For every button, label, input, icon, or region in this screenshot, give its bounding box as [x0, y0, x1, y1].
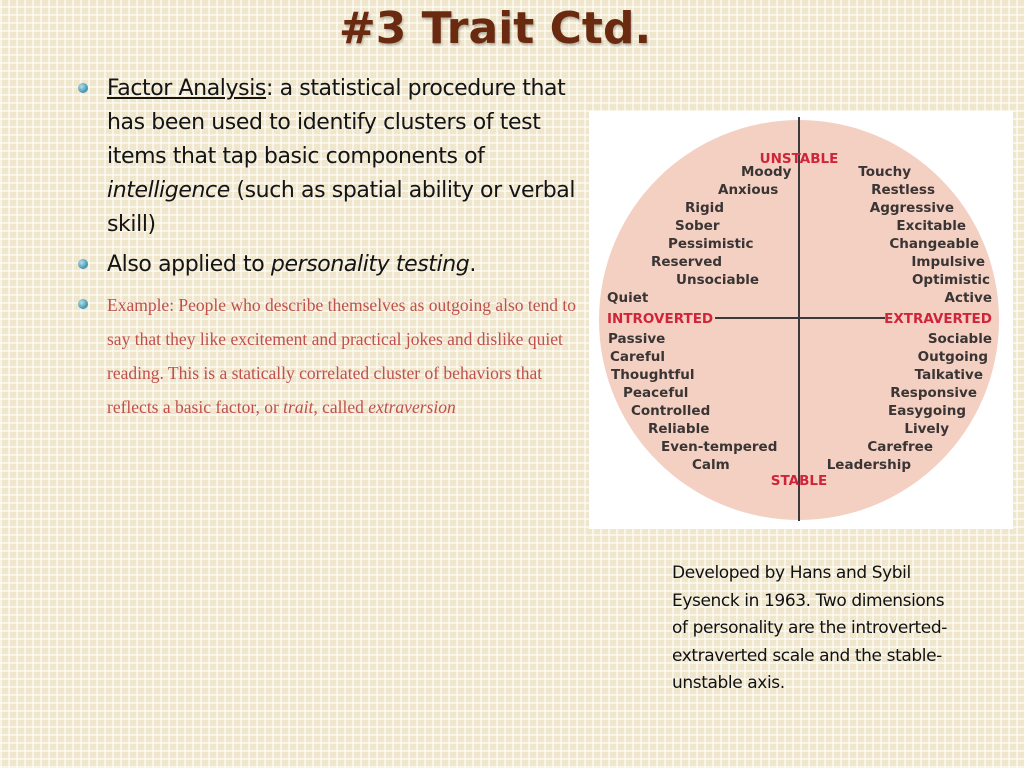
trait-label: Responsive — [890, 385, 977, 401]
trait-label: Moody — [741, 164, 792, 180]
bullet-list — [76, 72, 576, 430]
trait-label: Calm — [692, 457, 730, 473]
trait-label: Carefree — [867, 439, 933, 455]
term-colon: : — [265, 76, 273, 101]
bullet-dot-icon — [78, 83, 88, 93]
trait-label: Rigid — [685, 200, 724, 216]
emphasis-personality-testing: personality testing — [270, 252, 470, 277]
emphasis-intelligence: intelligence — [107, 178, 230, 203]
trait-label: Impulsive — [911, 254, 985, 270]
trait-label: Careful — [610, 349, 665, 365]
axis-label-unstable: UNSTABLE — [759, 151, 839, 167]
bullet-text-tail: (such as spatial ability or verbal skill) — [107, 178, 576, 237]
bullet-text: Also applied to — [107, 252, 271, 277]
trait-label: Quiet — [607, 290, 649, 306]
emphasis-extraversion: extraversion — [368, 397, 456, 417]
trait-label: Easygoing — [887, 403, 966, 419]
trait-label: Even-tempered — [661, 439, 778, 455]
trait-label: Active — [944, 290, 992, 306]
trait-label: Optimistic — [911, 272, 990, 288]
bullet-example — [76, 288, 576, 424]
trait-label: Thoughtful — [611, 367, 695, 383]
bullet-text-mid: , called — [313, 397, 369, 417]
trait-label: Changeable — [889, 236, 979, 252]
trait-label: Sociable — [927, 331, 992, 347]
term-factor-analysis: Factor Analysis — [107, 76, 266, 101]
bullet-dot-icon — [78, 259, 88, 269]
diagram-svg — [589, 111, 1013, 529]
trait-label: Outgoing — [917, 349, 988, 365]
bullet-text-tail: . — [469, 252, 476, 277]
axis-label-introverted: INTROVERTED — [607, 311, 714, 327]
trait-label: Peaceful — [623, 385, 689, 401]
trait-label: Reliable — [648, 421, 710, 437]
trait-label: Restless — [871, 182, 935, 198]
trait-label: Unsociable — [676, 272, 760, 288]
eysenck-personality-diagram — [589, 111, 1013, 529]
trait-label: Excitable — [896, 218, 966, 234]
trait-label: Touchy — [858, 164, 911, 180]
bullet-text: a statistical procedure that has been used to identify clusters of test items that tap basic components of — [107, 76, 566, 169]
trait-label: Aggressive — [869, 200, 954, 216]
bullet-dot-icon — [78, 299, 88, 309]
emphasis-trait: trait — [283, 397, 314, 417]
trait-label: Controlled — [631, 403, 711, 419]
bullet-factor-analysis — [76, 72, 576, 242]
trait-label: Anxious — [718, 182, 779, 198]
slide-title: #3 Trait Ctd. — [338, 3, 652, 54]
axis-label-stable: STABLE — [770, 473, 828, 489]
bullet-personality-testing — [76, 248, 576, 282]
trait-label: Pessimistic — [668, 236, 754, 252]
trait-label: Lively — [904, 421, 949, 437]
trait-label: Reserved — [651, 254, 723, 270]
diagram-caption: Developed by Hans and Sybil Eysenck in 1963. Two dimensions of personality are the introverted-extraverted scale and the stable-unstable axis. — [672, 563, 947, 693]
trait-label: Leadership — [826, 457, 911, 473]
trait-label: Sober — [675, 218, 720, 234]
trait-label: Talkative — [914, 367, 983, 383]
bullet-text: Example: People who describe themselves as outgoing also tend to say that they like excitement and practical jokes and dislike quiet reading. This is a statically correlated cluster of behaviors that reflects a basic factor, or — [107, 295, 576, 417]
trait-label: Passive — [608, 331, 666, 347]
axis-label-extraverted: EXTRAVERTED — [884, 311, 992, 327]
